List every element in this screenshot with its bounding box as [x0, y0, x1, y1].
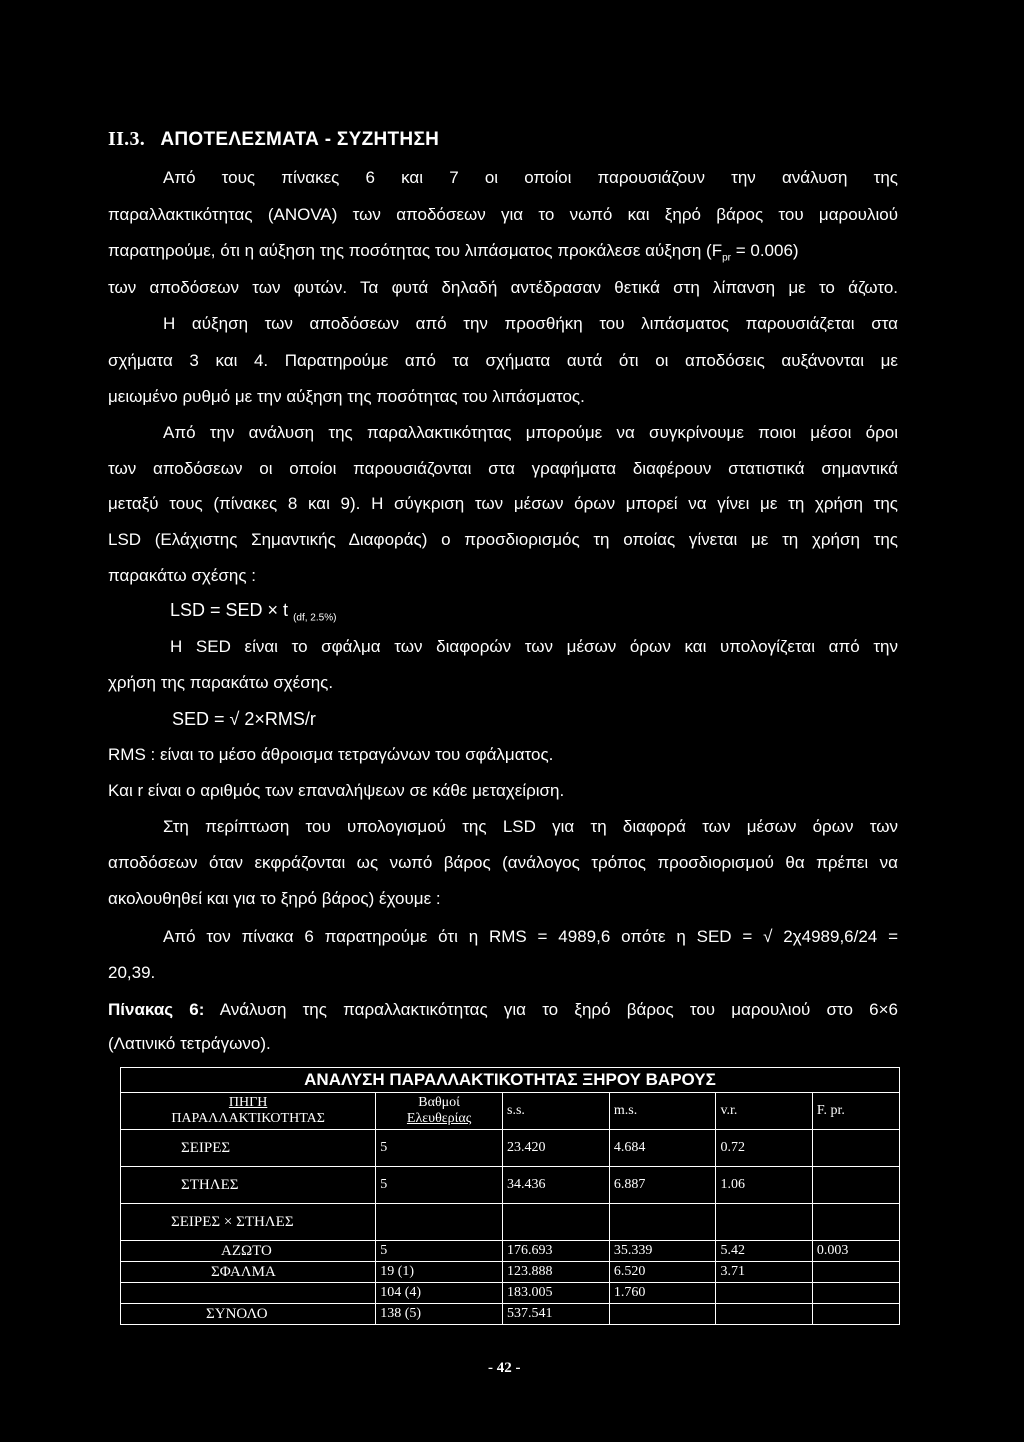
paragraph-line: Η αύξηση των αποδόσεων από την προσθήκη του λιπάσματος παρουσιάζεται στα: [163, 314, 898, 333]
table-row: [121, 1283, 900, 1304]
paragraph-line: Και r είναι ο αριθμός των επαναλήψεων σε κάθε μεταχείριση.: [108, 781, 565, 800]
paragraph-line: Από τους πίνακες 6 και 7 οι οποίοι παρουσιάζουν την ανάλυση της: [163, 168, 898, 187]
paragraph-line: παρακάτω σχέσης :: [108, 566, 256, 585]
header-df: [376, 1093, 503, 1130]
cell-vr: 5.42: [716, 1241, 812, 1262]
header-text: Βαθμοί: [418, 1095, 460, 1110]
cell-df: 5: [376, 1241, 503, 1262]
table-row: [121, 1204, 900, 1241]
paragraph-line: ακολουθηθεί και για το ξηρό βάρος) έχουμε :: [108, 889, 441, 908]
cell-source: ΣΕΙΡΕΣ × ΣΤΗΛΕΣ: [121, 1204, 376, 1241]
table-row: [121, 1241, 900, 1262]
section-heading: [108, 128, 439, 151]
formula-text: LSD = SED × t: [170, 600, 294, 620]
cell-ms: [609, 1204, 716, 1241]
cell-source: ΣΕΙΡΕΣ: [121, 1130, 376, 1167]
paragraph-line: [108, 241, 898, 268]
formula-subscript: (df, 2.5%): [293, 612, 337, 624]
cell-source: [121, 1283, 376, 1304]
cell-vr: 3.71: [716, 1262, 812, 1283]
cell-df: 5: [376, 1130, 503, 1167]
cell-ss: [503, 1204, 610, 1241]
cell-vr: [716, 1283, 812, 1304]
table-caption-line2: (Λατινικό τετράγωνο).: [108, 1034, 271, 1053]
paragraph-text: παρατηρούμε, ότι η αύξηση της ποσότητας του λιπάσματος προκάλεσε αύξηση (F: [108, 241, 723, 260]
header-source: [121, 1093, 376, 1130]
cell-fpr: [812, 1304, 899, 1325]
cell-ms: 35.339: [609, 1241, 716, 1262]
lsd-formula: [170, 600, 336, 624]
cell-fpr: [812, 1204, 899, 1241]
paragraph-line: Η SED είναι το σφάλμα των διαφορών των μέσων όρων και υπολογίζεται από την: [170, 637, 898, 656]
cell-source: ΑΖΩΤΟ: [121, 1241, 376, 1262]
header-fpr: F. pr.: [812, 1093, 899, 1130]
paragraph-line: παραλλακτικότητας (ANOVA) των αποδόσεων για το νωπό και ξηρό βάρος του μαρουλιού: [108, 205, 898, 224]
paragraph-line: μεταξύ τους (πίνακες 8 και 9). Η σύγκριση των μέσων όρων μπορεί να γίνει με τη χρήση της: [108, 494, 898, 513]
cell-ms: 1.760: [609, 1283, 716, 1304]
cell-ms: 6.520: [609, 1262, 716, 1283]
header-ms: m.s.: [609, 1093, 716, 1130]
cell-ss: 23.420: [503, 1130, 610, 1167]
paragraph-line: χρήση της παρακάτω σχέσης.: [108, 673, 334, 692]
cell-vr: [716, 1304, 812, 1325]
header-vr: v.r.: [716, 1093, 812, 1130]
sed-formula: SED = √ 2×RMS/r: [172, 709, 316, 729]
page-number: - 42 -: [488, 1360, 521, 1376]
paragraph-line: των αποδόσεων των φυτών. Τα φυτά δηλαδή αντέδρασαν θετικά στη λίπανση με το άζωτο.: [108, 278, 898, 297]
paragraph-text: = 0.006): [730, 241, 799, 260]
paragraph-line: σχήματα 3 και 4. Παρατηρούμε από τα σχήματα αυτά ότι οι αποδόσεις αυξάνονται με: [108, 351, 898, 370]
cell-ms: [609, 1304, 716, 1325]
cell-ms: 4.684: [609, 1130, 716, 1167]
paragraph-line: Από τον πίνακα 6 παρατηρούμε ότι η RMS = 4989,6 οπότε η SED = √ 2χ4989,6/24 =: [163, 927, 898, 946]
cell-vr: 0.72: [716, 1130, 812, 1167]
paragraph-line: Στη περίπτωση του υπολογισμού της LSD για τη διαφορά των μέσων όρων των: [163, 817, 898, 836]
paragraph-line: LSD (Ελάχιστης Σημαντικής Διαφοράς) ο προσδιορισμός τη οποίας γίνεται με τη χρήση της: [108, 530, 898, 549]
cell-ms: 6.887: [609, 1167, 716, 1204]
header-text: Ελευθερίας: [406, 1111, 472, 1126]
cell-fpr: 0.003: [812, 1241, 899, 1262]
cell-df: 5: [376, 1167, 503, 1204]
caption-label: Πίνακας 6:: [108, 1000, 205, 1019]
table-title-row: [121, 1068, 900, 1093]
cell-vr: [716, 1204, 812, 1241]
table-row: [121, 1304, 900, 1325]
subscript: pr: [722, 252, 731, 264]
table-row: [121, 1130, 900, 1167]
cell-df: 138 (5): [376, 1304, 503, 1325]
cell-vr: 1.06: [716, 1167, 812, 1204]
cell-df: 19 (1): [376, 1262, 503, 1283]
cell-ss: 183.005: [503, 1283, 610, 1304]
anova-table: [120, 1067, 900, 1325]
paragraph-line: των αποδόσεων οι οποίοι παρουσιάζονται στα γραφήματα διαφέρουν στατιστικά σημαντικά: [108, 459, 898, 478]
header-text: ΠΗΓΗ: [228, 1095, 268, 1110]
section-title: ΑΠΟΤΕΛΕΣΜΑΤΑ - ΣΥΖΗΤΗΣΗ: [160, 129, 440, 150]
header-text: ΠΑΡΑΛΛΑΚΤΙΚΟΤΗΤΑΣ: [171, 1111, 325, 1126]
cell-ss: 176.693: [503, 1241, 610, 1262]
cell-ss: 537.541: [503, 1304, 610, 1325]
cell-source: ΣΤΗΛΕΣ: [121, 1167, 376, 1204]
cell-fpr: [812, 1262, 899, 1283]
paragraph-line: μειωμένο ρυθμό με την αύξηση της ποσότητας του λιπάσματος.: [108, 387, 585, 406]
cell-ss: 34.436: [503, 1167, 610, 1204]
paragraph-line: αποδόσεων όταν εκφράζονται ως νωπό βάρος (ανάλογος τρόπος προσδιορισμού θα πρέπει να: [108, 853, 898, 872]
cell-fpr: [812, 1283, 899, 1304]
paragraph-line: Από την ανάλυση της παραλλακτικότητας μπορούμε να συγκρίνουμε ποιοι μέσοι όροι: [163, 423, 898, 442]
table-row: [121, 1262, 900, 1283]
cell-source: ΣΦΑΛΜΑ: [121, 1262, 376, 1283]
cell-fpr: [812, 1130, 899, 1167]
table-title: ΑΝΑΛΥΣΗ ΠΑΡΑΛΛΑΚΤΙΚΟΤΗΤΑΣ ΞΗΡΟΥ ΒΑΡΟΥΣ: [121, 1068, 900, 1093]
table-caption: [108, 1000, 898, 1020]
cell-source: ΣΥΝΟΛΟ: [121, 1304, 376, 1325]
header-ss: s.s.: [503, 1093, 610, 1130]
paragraph-line: RMS : είναι το μέσο άθροισμα τετραγώνων του σφάλματος.: [108, 745, 554, 764]
cell-ss: 123.888: [503, 1262, 610, 1283]
table-row: [121, 1167, 900, 1204]
paragraph-line: 20,39.: [108, 963, 156, 982]
caption-text: Ανάλυση της παραλλακτικότητας για το ξηρό βάρος του μαρουλιού στο 6×6: [219, 1000, 898, 1019]
table-header-row: [121, 1093, 900, 1130]
section-number: II.3.: [108, 128, 146, 150]
cell-fpr: [812, 1167, 899, 1204]
cell-df: [376, 1204, 503, 1241]
cell-df: 104 (4): [376, 1283, 503, 1304]
